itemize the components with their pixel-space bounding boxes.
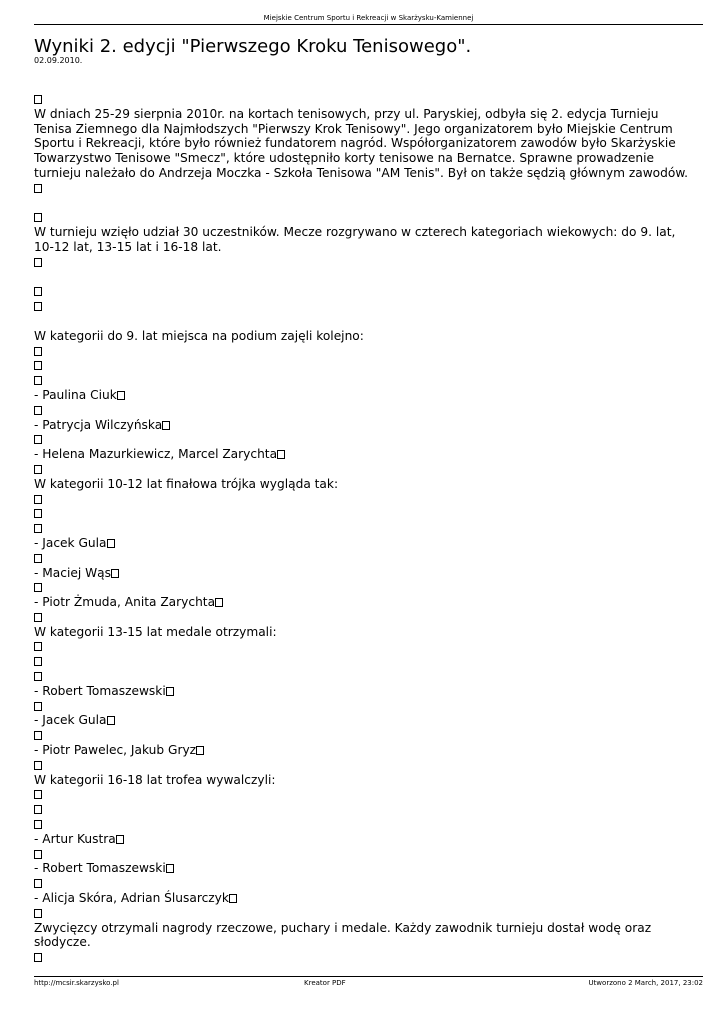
placeholder-glyph — [34, 181, 695, 196]
footer-url[interactable]: http://mcsir.skarzysko.pl — [34, 979, 119, 987]
placeholder-glyph — [34, 492, 695, 507]
placeholder-glyph — [34, 403, 695, 418]
placeholder-glyph — [34, 284, 695, 299]
closing-paragraph: Zwycięzcy otrzymali nagrody rzeczowe, puchary i medale. Każdy zawodnik turnieju dostał wodę oraz słodycze. — [34, 920, 652, 950]
place-entry: - Jacek Gula — [34, 536, 695, 551]
placeholder-glyph — [34, 728, 695, 743]
participants-paragraph: W turnieju wzięło udział 30 uczestników. Mecze rozgrywano w czterech kategoriach wiekowych: do 9. lat, 10-12 lat, 13-15 lat i 16-18 lat. — [34, 225, 676, 254]
place-entry: - Robert Tomaszewski — [34, 861, 695, 876]
placeholder-glyph — [34, 551, 695, 566]
placeholder-glyph — [34, 610, 695, 625]
placeholder-glyph — [34, 344, 695, 359]
page-footer — [34, 976, 703, 987]
intro-paragraph: W dniach 25-29 sierpnia 2010r. na kortach tenisowych, przy ul. Paryskiej, odbyła się 2. edycja Turnieju Tenisa Ziemnego dla Najmłodszych "Pierwszy Krok Tenisowy". Jego organizatorem było Miejskie Centrum Sportu i Rekreacji, które było również fundatorem nagród. Współorganizatorem zawodów było Skarżyskie Towarzystwo Tenisowe "Smecz", które udostępniło korty tenisowe na Bernatce. Sprawne prowadzenie turnieju należało do Andrzeja Moczka - Szkoła Tenisowa "AM Tenis". Był on także sędzią głównym zawodów. — [34, 106, 689, 180]
placeholder-glyph — [34, 950, 695, 965]
article-body — [34, 92, 695, 965]
placeholder-glyph — [34, 802, 695, 817]
placeholder-glyph — [34, 521, 695, 536]
article-title: Wyniki 2. edycji "Pierwszego Kroku Tenisowego". — [34, 36, 472, 57]
placeholder-glyph — [34, 299, 695, 314]
placeholder-glyph — [34, 358, 695, 373]
placeholder-glyph — [34, 462, 695, 477]
placeholder-glyph — [34, 373, 695, 388]
category-heading: W kategorii do 9. lat miejsca na podium zajęli kolejno: — [34, 328, 364, 343]
place-entry: - Artur Kustra — [34, 832, 695, 847]
article-date: 02.09.2010. — [34, 56, 83, 65]
category-heading: W kategorii 10-12 lat finałowa trójka wygląda tak: — [34, 476, 339, 491]
placeholder-glyph — [34, 758, 695, 773]
placeholder-glyph — [34, 255, 695, 270]
footer-created: Utworzono 2 March, 2017, 23:02 — [588, 979, 703, 987]
category-heading: W kategorii 16-18 lat trofea wywalczyli: — [34, 772, 276, 787]
place-entry: - Paulina Ciuk — [34, 388, 695, 403]
place-entry: - Jacek Gula — [34, 713, 695, 728]
page-header: Miejskie Centrum Sportu i Rekreacji w Skarżysku-Kamiennej — [34, 14, 703, 25]
placeholder-glyph — [34, 210, 695, 225]
placeholder-glyph — [34, 847, 695, 862]
placeholder-glyph — [34, 654, 695, 669]
place-entry: - Alicja Skóra, Adrian Ślusarczyk — [34, 891, 695, 906]
placeholder-glyph — [34, 639, 695, 654]
placeholder-glyph — [34, 876, 695, 891]
placeholder-glyph — [34, 506, 695, 521]
place-entry: - Helena Mazurkiewicz, Marcel Zarychta — [34, 447, 695, 462]
placeholder-glyph — [34, 669, 695, 684]
footer-generator: Kreator PDF — [304, 979, 346, 987]
placeholder-glyph — [34, 580, 695, 595]
place-entry: - Piotr Pawelec, Jakub Gryz — [34, 743, 695, 758]
place-entry: - Piotr Żmuda, Anita Zarychta — [34, 595, 695, 610]
place-entry: - Maciej Wąs — [34, 566, 695, 581]
placeholder-glyph — [34, 817, 695, 832]
placeholder-glyph — [34, 92, 695, 107]
place-entry: - Patrycja Wilczyńska — [34, 418, 695, 433]
placeholder-glyph — [34, 699, 695, 714]
place-entry: - Robert Tomaszewski — [34, 684, 695, 699]
placeholder-glyph — [34, 787, 695, 802]
category-heading: W kategorii 13-15 lat medale otrzymali: — [34, 624, 277, 639]
placeholder-glyph — [34, 906, 695, 921]
placeholder-glyph — [34, 432, 695, 447]
